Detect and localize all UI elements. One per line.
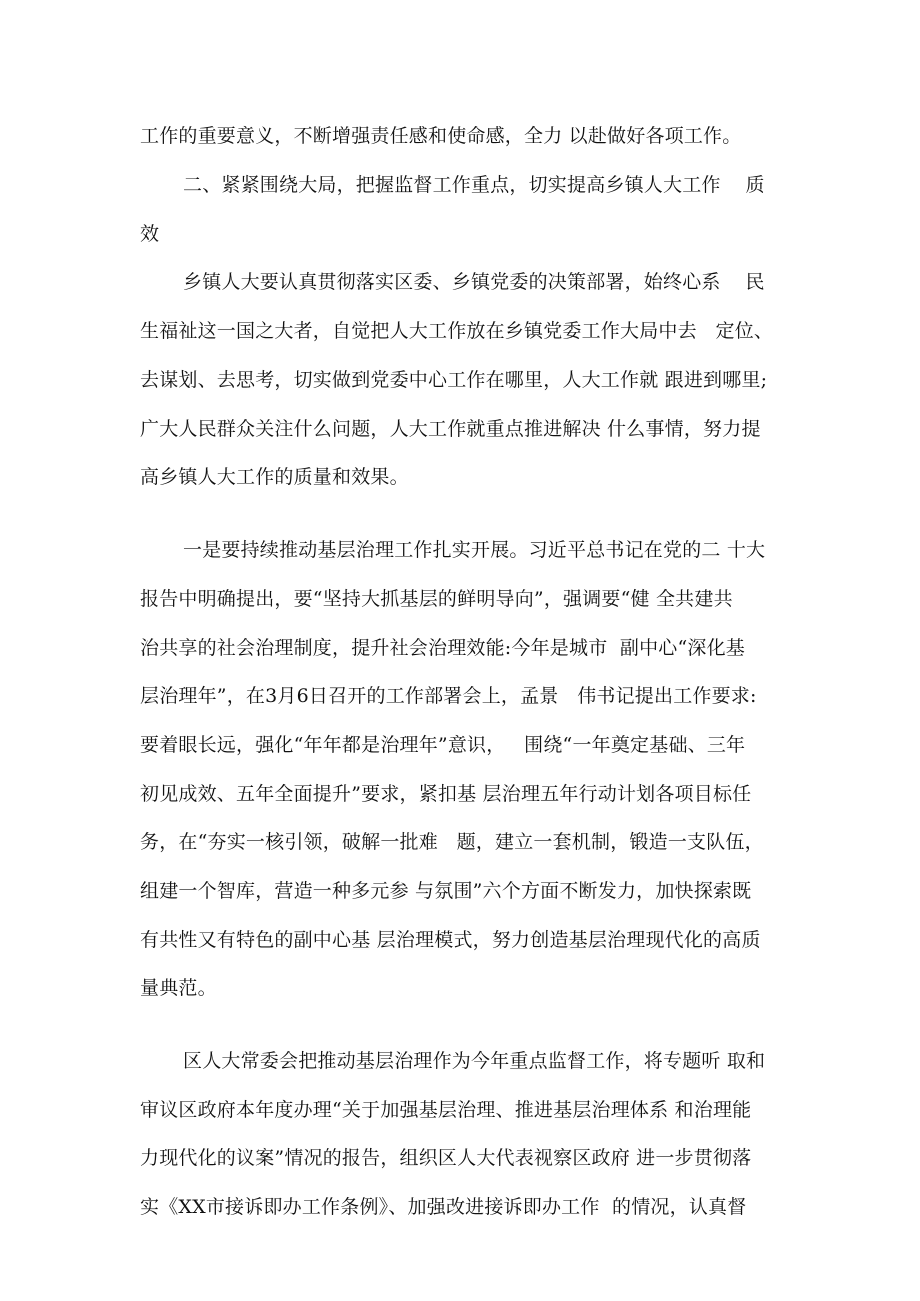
text-line-18: 量典范。 bbox=[140, 977, 217, 999]
text-line-13: 要着眼长远，强化“年年都是治理年”意识， 围绕“一年奠定基础、三年 bbox=[140, 734, 746, 756]
section-heading-line-1: 二、紧紧围绕大局，把握监督工作重点，切实提高乡镇人大工作 质 bbox=[183, 174, 765, 196]
text-line-22: 实《XX市接诉即办工作条例》、加强改进接诉即办工作 的情况，认真督 bbox=[140, 1196, 747, 1218]
text-line-6: 去谋划、去思考，切实做到党委中心工作在哪里，人大工作就 跟进到哪里; bbox=[140, 369, 768, 391]
text-line-15: 务，在“夯实一核引领，破解一批难 题，建立一套机制，锻造一支队伍， bbox=[140, 831, 764, 853]
section-heading-line-2: 效 bbox=[140, 223, 160, 245]
text-line-16: 组建一个智库，营造一种多元参 与氛围”六个方面不断发力，加快探索既 bbox=[140, 880, 752, 902]
text-line-5: 生福祉这一国之大者，自觉把人大工作放在乡镇党委工作大局中去 定位、 bbox=[140, 320, 774, 342]
text-line-21: 力现代化的议案”情况的报告，组织区人大代表视察区政府 进一步贯彻落 bbox=[140, 1147, 752, 1169]
text-line-14: 初见成效、五年全面提升”要求，紧扣基 层治理五年行动计划各项目标任 bbox=[140, 783, 752, 805]
text-line-7: 广大人民群众关注什么问题，人大工作就重点推进解决 什么事情，努力提 bbox=[140, 418, 761, 440]
text-line-11: 治共享的社会治理制度，提升社会治理效能:今年是城市 副中心“深化基 bbox=[140, 637, 745, 659]
text-line-17: 有共性又有特色的副中心基 层治理模式，努力创造基层治理现代化的高质 bbox=[140, 929, 761, 951]
text-line-4: 乡镇人大要认真贯彻落实区委、乡镇党委的决策部署，始终心系 民 bbox=[183, 271, 765, 293]
text-line-19: 区人大常委会把推动基层治理作为今年重点监督工作，将专题听 取和 bbox=[183, 1050, 766, 1072]
text-line-20: 审议区政府本年度办理“关于加强基层治理、推进基层治理体系 和治理能 bbox=[140, 1099, 752, 1121]
text-line-8: 高乡镇人大工作的质量和效果。 bbox=[140, 466, 409, 488]
text-line-9: 一是要持续推动基层治理工作扎实开展。习近平总书记在党的二 十大 bbox=[183, 539, 766, 561]
text-line-1: 工作的重要意义，不断增强责任感和使命感，全力 以赴做好各项工作。 bbox=[140, 125, 742, 147]
text-line-12: 层治理年”，在3月6日召开的工作部署会上，孟景 伟书记提出工作要求: bbox=[140, 685, 757, 707]
text-line-10: 报告中明确提出，要“坚持大抓基层的鲜明导向”，强调要“健 全共建共 bbox=[140, 588, 733, 610]
